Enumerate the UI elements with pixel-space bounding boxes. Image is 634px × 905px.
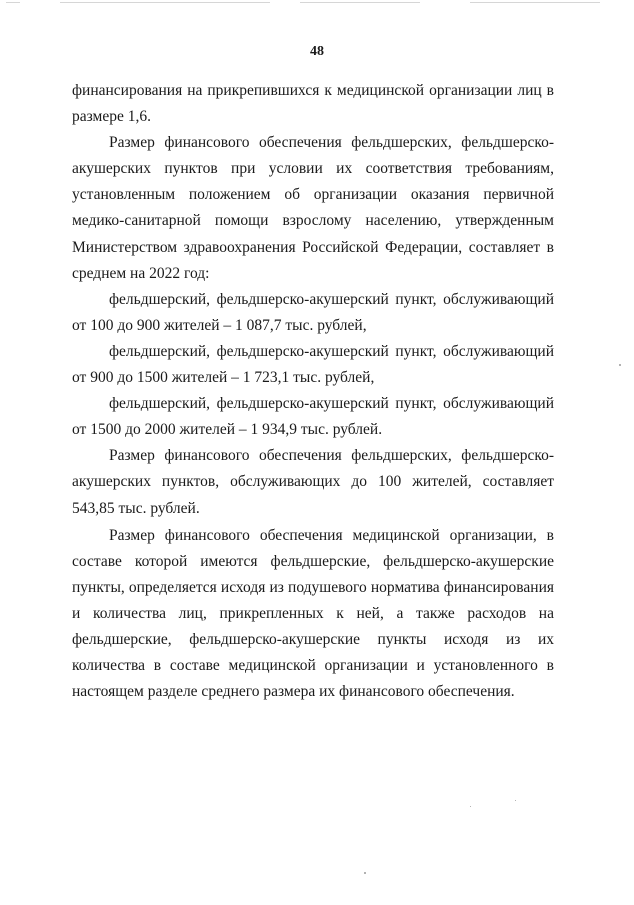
- paragraph-continuation: финансирования на прикрепившихся к медицинской организации лиц в размере 1,6.: [72, 82, 554, 126]
- document-body: [72, 78, 554, 705]
- paragraph-fap-under-100: Размер финансового обеспечения фельдшерских, фельдшерско-акушерских пунктов, обслуживающих до 100 жителей, составляет 543,85 тыс. рублей.: [72, 447, 554, 517]
- scan-artifact: [6, 2, 20, 3]
- scan-artifact: [60, 2, 270, 3]
- page-number: 48: [310, 44, 324, 59]
- scan-speck: [515, 800, 516, 801]
- scan-speck: [364, 872, 366, 874]
- scan-speck: [619, 364, 621, 366]
- scan-artifact: [300, 2, 420, 3]
- paragraph-fap-100-900: фельдшерский, фельдшерско-акушерский пункт, обслуживающий от 100 до 900 жителей – 1 087,7 тыс. рублей,: [72, 290, 554, 334]
- paragraph-fap-900-1500: фельдшерский, фельдшерско-акушерский пункт, обслуживающий от 900 до 1500 жителей – 1 723,1 тыс. рублей,: [72, 342, 554, 387]
- paragraph-medical-organization: Размер финансового обеспечения медицинской организации, в составе которой имеются фельдшерские, фельдшерско-акушерские пункты, определяется исходя из подушевого норматива финансирования и количества лиц, прикрепленных к ней, а также расходов на фельдшерские, фельдшерско-акушерские пункты исходя из их количества в составе медицинской организации и установленного в настоящем разделе среднего размера их финансового обеспечения.: [72, 526, 554, 701]
- scan-artifact: [470, 2, 600, 3]
- paragraph-fap-financing: Размер финансового обеспечения фельдшерских, фельдшерско-акушерских пунктов при условии их соответствия требованиям, установленным положением об организации оказания первичной медико-санитарной помощи взрослому населению, утвержденным Министерством здравоохранения Российской Федерации, составляет в среднем на 2022 год:: [72, 134, 554, 282]
- paragraph-fap-1500-2000: фельдшерский, фельдшерско-акушерский пункт, обслуживающий от 1500 до 2000 жителей – 1 934,9 тыс. рублей.: [72, 395, 554, 439]
- scan-speck: [470, 806, 471, 807]
